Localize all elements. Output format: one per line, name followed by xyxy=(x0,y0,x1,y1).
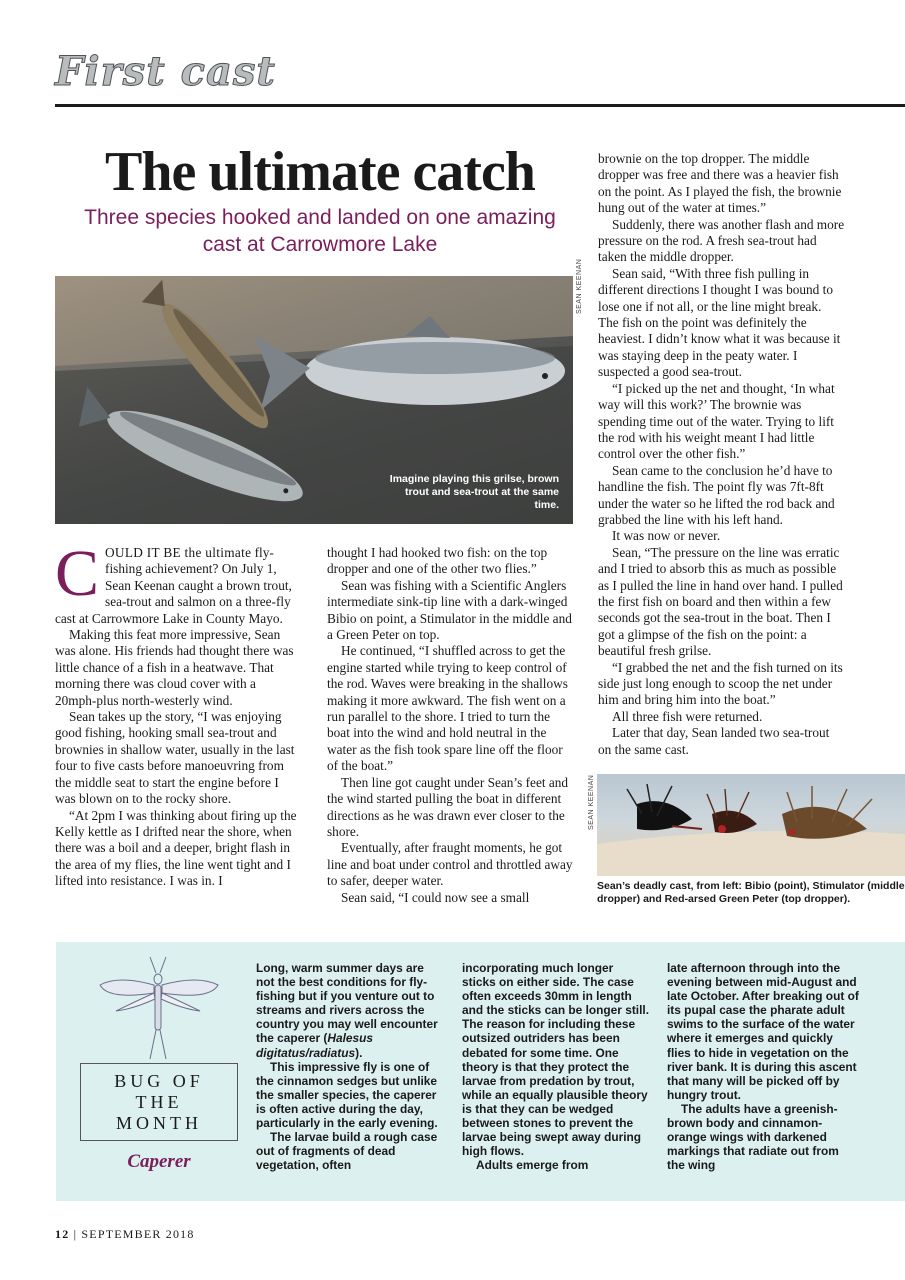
body-paragraph: “At 2pm I was thinking about firing up the Kelly kettle as I drifted near the shore, when there was a boil and a deeper, bright flash in the area of my flies, the line went tight and I lifted into resistance. I was in. I xyxy=(55,807,297,889)
page-footer: 12 | SEPTEMBER 2018 xyxy=(55,1227,195,1241)
body-paragraph: “I picked up the net and thought, ‘In what way will this work?’ The brownie was spending time out of the water. Trying to lift the rod with his weight meant I had little control over the other fish.” xyxy=(598,380,835,462)
headline: The ultimate catch xyxy=(105,141,535,203)
body-paragraph: Later that day, Sean landed two sea-trout on the same cast. xyxy=(598,725,830,757)
flies-photo xyxy=(597,774,905,876)
bug-lead-end: ). xyxy=(355,1045,363,1060)
bug-of-month-label xyxy=(80,1063,238,1141)
body-paragraph: Sean came to the conclusion he’d have to handline the fish. The point fly was 7ft-8ft under the water so he lifted the rod back and grabbed the line with his left hand. xyxy=(598,462,835,527)
label-line: MONTH xyxy=(116,1113,202,1133)
body-paragraph: It was now or never. xyxy=(612,528,721,544)
body-paragraph: He continued, “I shuffled across to get the engine started while trying to keep control of the rod. Waves were breaking in the shallows making it more awkward. The fish went on a run parallel to the shore. I tried to turn the boat into the wind and hold neutral in the water as the fish took spare line off the floor of the boat.” xyxy=(327,643,568,774)
drop-cap: C xyxy=(55,537,100,610)
body-paragraph: Suddenly, there was another flash and more pressure on the rod. A fresh sea-trout had taken the middle dropper. xyxy=(598,216,845,265)
article-column-3 xyxy=(598,151,845,758)
body-paragraph: Sean, “The pressure on the line was erratic and I tried to absorb this as much as possible as I pulled the line in hand over hand. I pulled the first fish on board and then within a few seconds got the sea-trout in the boat. Then I got a glimpse of the fish on the point: a beautiful fresh grilse. xyxy=(598,544,843,659)
photo-credit: SEAN KEENAN xyxy=(576,258,583,314)
bug-paragraph: late afternoon through into the evening between mid-August and late October. After breaking out of its pupal case the pharate adult swims to the surface of the water where it emerges and quickly flies to hide in vegetation on the river bank. It is during this ascent that many will be picked off by hungry trout. xyxy=(667,961,859,1102)
photo-caption: Imagine playing this grilse, brown trout and sea-trout at the same time. xyxy=(389,473,559,511)
body-paragraph: Eventually, after fraught moments, he got line and boat under control and throttled away to safer, deeper water. xyxy=(327,840,573,889)
flies-photo-credit: SEAN KEENAN xyxy=(588,774,595,830)
body-paragraph: brownie on the top dropper. The middle dropper was free and there was a heavier fish on the point. As I played the fish, the brownie hung out of the water at times.” xyxy=(598,151,842,216)
bug-paragraph xyxy=(256,961,444,1060)
bug-paragraph: incorporating much longer sticks on either side. The case often exceeds 30mm in length and the sticks can be longer still. The reason for including these outsized outriders has been debated for some time. One theory is that they protect the larvae from predation by trout, while an equally plausible theory is that they can be wedged between stones to prevent the larvae being swept away during high flows. xyxy=(462,961,649,1159)
label-line: BUG OF xyxy=(114,1071,204,1091)
flies-caption: Sean’s deadly cast, from left: Bibio (point), Stimulator (middle dropper) and Red-arsed Green Peter (top dropper). xyxy=(597,880,905,905)
lead-caps: OULD IT BE the ultimate xyxy=(105,545,252,560)
lead-paragraph xyxy=(55,537,297,627)
issue-date: SEPTEMBER 2018 xyxy=(81,1227,195,1241)
page-number: 12 xyxy=(55,1227,70,1241)
body-paragraph: Sean was fishing with a Scientific Anglers intermediate sink-tip line with a dark-winged Bibio on point, a Stimulator in the middle and a Green Peter on top. xyxy=(327,577,572,643)
article-column-1 xyxy=(55,537,297,890)
standfirst: Three species hooked and landed on one amazing cast at Carrowmore Lake xyxy=(84,206,556,256)
bug-paragraph: Adults emerge from xyxy=(476,1158,589,1173)
body-paragraph: “I grabbed the net and the fish turned on its side just long enough to scoop the net under him and bring him into the boat.” xyxy=(598,659,843,708)
flies-illustration xyxy=(597,774,905,876)
bug-paragraph: The adults have a greenish-brown body and cinnamon-orange wings with darkened markings that radiate out from the wing xyxy=(667,1101,839,1173)
bug-column-3 xyxy=(667,961,859,1172)
bug-column-2 xyxy=(462,961,650,1172)
body-paragraph: All three fish were returned. xyxy=(612,708,763,724)
label-line: THE xyxy=(135,1092,183,1112)
bug-paragraph: This impressive fly is one of the cinnamon sedges but unlike the smaller species, the caperer is often active during the day, particularly in the early evening. xyxy=(256,1059,438,1131)
top-rule xyxy=(55,104,905,107)
green-peter-fly-icon xyxy=(782,786,872,839)
body-paragraph: Sean said, “With three fish pulling in different directions I thought I was bound to lose one if not all, or the line might break. The fish on the point was definitely the heaviest. I didn’t know what it was because it was staying deep in the peaty water. I suspected a good sea-trout. xyxy=(598,265,841,380)
section-title: First cast xyxy=(55,48,276,95)
bug-paragraph: The larvae build a rough case out of fragments of dead vegetation, often xyxy=(256,1130,438,1173)
bug-lead: Long, warm summer days are not the best conditions for fly-fishing but if you venture out to streams and rivers across the country you may well encounter the caperer ( xyxy=(256,961,438,1046)
article-column-2 xyxy=(327,545,573,906)
stimulator-fly-icon xyxy=(707,789,757,833)
body-paragraph: Then line got caught under Sean’s feet and the wind started pulling the boat in different directions as he was drawn ever closer to the shore. xyxy=(327,774,569,839)
body-paragraph: thought I had hooked two fish: on the top dropper and one of the other two flies.” xyxy=(327,545,548,577)
caperer-fly-icon xyxy=(98,955,220,1060)
latin-name: Halesus digitatus/radiatus xyxy=(256,1031,373,1060)
bug-column-1 xyxy=(256,961,444,1172)
lead-text: fly-fishing achievement? On July 1, Sean Keenan caught a brown trout, sea-trout and salmon on a three-fly cast at Carrowmore Lake in County Mayo. xyxy=(55,545,292,626)
body-paragraph: Sean takes up the story, “I was enjoying good fishing, hooking small sea-trout and brownies in shallow water, usually in the last four to five casts before manoeuvring from the middle seat to start the engine before I was blown on to the rocky shore. xyxy=(55,709,295,807)
fish-photo xyxy=(55,276,573,524)
bug-name: Caperer xyxy=(127,1151,191,1172)
body-paragraph: Making this feat more impressive, Sean was alone. His friends had thought there was little chance of a fish in a heatwave. That morning there was cloud cover with a 20mph-plus north-westerly wind. xyxy=(55,627,294,708)
bibio-fly-icon xyxy=(627,784,702,830)
body-paragraph: Sean said, “I could now see a small xyxy=(341,889,530,905)
